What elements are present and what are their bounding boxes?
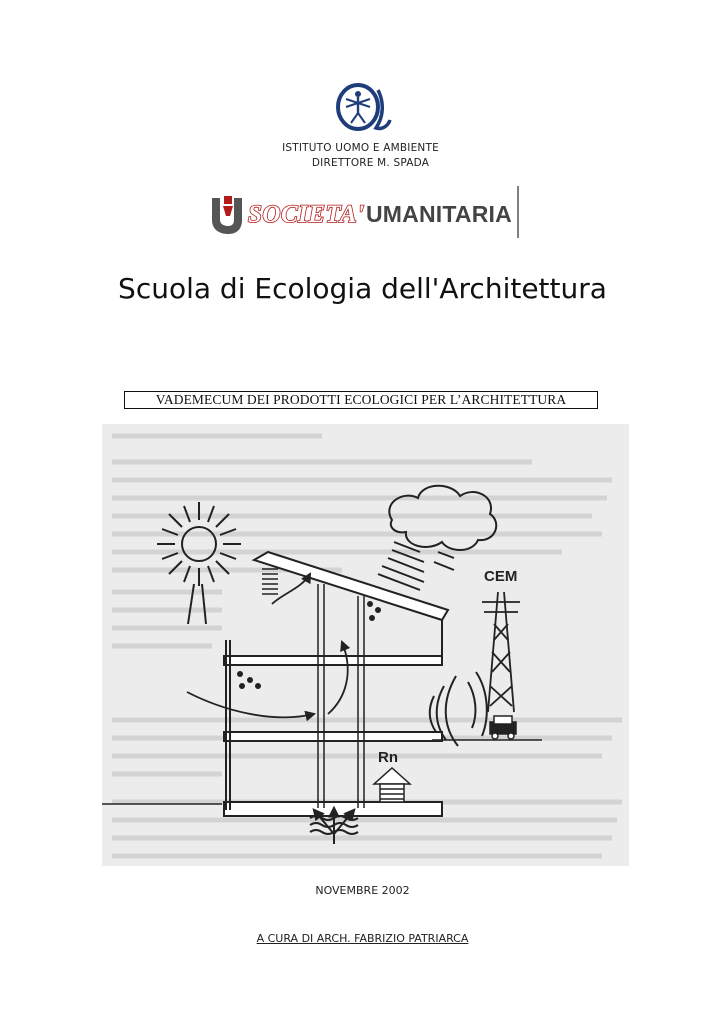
house-middle-floor [224,732,442,741]
institute-director: DIRETTORE M. SPADA [311,157,430,169]
brand-word-umanitaria: UMANITARIA [366,201,512,227]
author-credit [0,932,725,945]
house-upper-floor [224,656,442,665]
radon-label: Rn [378,749,398,766]
institute-name: ISTITUTO UOMO E AMBIENTE [282,142,439,154]
subtitle: VADEMECUM DEI PRODOTTI ECOLOGICI PER L’ARCHITETTURA [124,391,598,409]
umanitaria-u-logo-icon [212,196,242,234]
author-credit-text: A CURA DI ARCH. FABRIZIO PATRIARCA [256,932,469,945]
brand-word-societa: SOCIETA' [248,201,365,228]
house-section-illustration [102,424,629,866]
societa-umanitaria-logo [208,186,522,240]
cem-label: CEM [484,568,518,585]
page-title: Scuola di Ecologia dell'Architettura [118,272,607,305]
institute-logo-icon [332,80,394,134]
publication-date: NOVEMBRE 2002 [315,884,410,897]
